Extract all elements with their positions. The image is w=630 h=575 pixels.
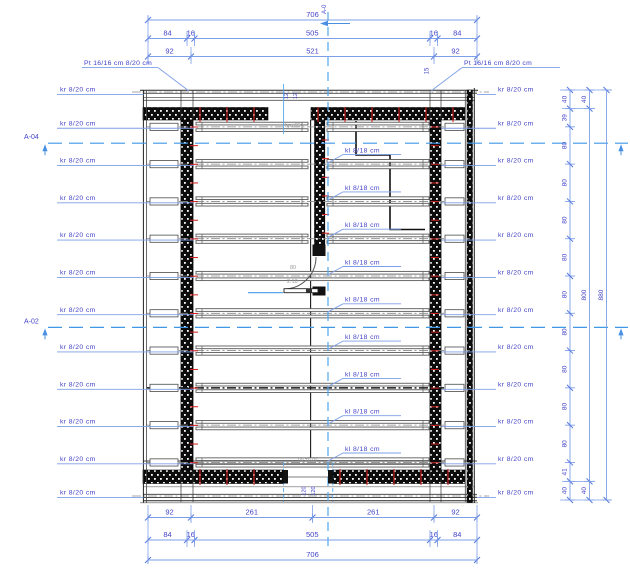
joist-end-right xyxy=(445,310,464,317)
joist-top-chord xyxy=(196,160,308,163)
section-a04-arrowhead xyxy=(42,144,47,151)
chain-dim-text: 41 xyxy=(561,468,569,476)
kr-label-left: kr 8/20 cm xyxy=(60,194,96,202)
joist-top-chord xyxy=(327,234,429,237)
joist-bottom-chord xyxy=(196,427,429,430)
kl-label: kl 8/18 cm xyxy=(345,259,380,267)
kl-label: kl 8/18 cm xyxy=(345,184,380,192)
joist-top-chord xyxy=(196,309,429,312)
joist-top-chord xyxy=(327,160,429,163)
dim-text: 84 xyxy=(453,28,462,38)
interior-wall-hatch xyxy=(315,121,325,245)
kr-label-right: kr 8/20 cm xyxy=(498,269,534,277)
dim-text: 16 xyxy=(429,530,438,540)
joist-top-chord xyxy=(327,197,429,200)
door xyxy=(248,245,326,296)
kr-label-right: kr 8/20 cm xyxy=(498,344,534,352)
chain-dim-text: 80 xyxy=(561,141,569,150)
section-a02-arrowhead xyxy=(618,328,623,335)
kl-label: kl 8/18 cm xyxy=(345,296,380,304)
joist-end-left xyxy=(150,272,178,279)
joist-bottom-chord xyxy=(196,241,308,244)
sill-block xyxy=(328,470,333,484)
kr-label-left: kr 8/20 cm xyxy=(60,489,96,497)
joist-bottom-chord xyxy=(327,203,429,206)
kr-label-left: kr 8/20 cm xyxy=(60,455,96,463)
chain-dim-text: 40 xyxy=(561,95,569,103)
joist-end-left xyxy=(150,123,178,130)
section-a04-arrowhead xyxy=(618,144,623,151)
top-wall-hatch xyxy=(143,108,268,121)
door-leaf xyxy=(284,289,318,293)
section-a02-arrowhead xyxy=(42,328,47,335)
door-leaf-end xyxy=(306,289,312,293)
chain-dim-text: 880 xyxy=(598,289,605,301)
dim-text: 16 xyxy=(186,530,195,540)
chain-dim-text: 80 xyxy=(561,216,569,224)
sill-block xyxy=(283,470,288,484)
dim-text: 92 xyxy=(165,507,174,517)
kr-label-right: kr 8/20 cm xyxy=(498,157,534,165)
pt-leader-left xyxy=(158,68,189,91)
section-a02-text: A-02 xyxy=(24,318,39,326)
dim-text: 261 xyxy=(366,507,380,517)
chain-dim-text: 40 xyxy=(581,95,588,103)
joist-bottom-chord xyxy=(196,315,429,318)
joist-end-left xyxy=(150,347,178,354)
section-a04-text: A-04 xyxy=(24,134,39,142)
joist-end-left xyxy=(150,235,178,242)
joist-bottom-chord xyxy=(327,129,429,132)
pt-label-right: Pt 16/16 cm 8/20 cm xyxy=(464,60,533,67)
joist-bottom-chord xyxy=(196,129,308,132)
joist-end-left xyxy=(150,161,178,168)
joist-top-chord xyxy=(327,122,429,125)
dim-text: 505 xyxy=(305,28,319,38)
kr-label-left: kr 8/20 cm xyxy=(60,418,96,426)
kr-label-right: kr 8/20 cm xyxy=(498,86,534,94)
kr-label-right: kr 8/20 cm xyxy=(498,232,534,240)
kr-label-left: kr 8/20 cm xyxy=(60,232,96,240)
joist-bottom-chord xyxy=(196,464,429,467)
chain-dim-text: 80 xyxy=(561,291,569,299)
joist-bottom-chord xyxy=(196,278,429,281)
dim-text: 84 xyxy=(163,530,172,540)
chain-dim-text: 800 xyxy=(581,289,588,301)
pt-label-left: Pt 16/16 cm 8/20 cm xyxy=(84,60,153,67)
dim-text: 16 xyxy=(186,28,195,38)
chain-dim-text: 80 xyxy=(561,179,569,187)
opening-dim-text: 12 xyxy=(293,92,299,100)
joist-top-chord xyxy=(196,234,308,237)
joist-end-right xyxy=(445,161,464,168)
kr-label-left: kr 8/20 cm xyxy=(60,269,96,277)
joist-end-right xyxy=(445,384,464,391)
chain-dim-text: 40 xyxy=(561,487,569,495)
kr-label-right: kr 8/20 cm xyxy=(498,455,534,463)
joist-top-chord xyxy=(196,421,429,424)
opening-dim-text: 12 xyxy=(284,92,290,100)
chain-dim-text: 39 xyxy=(561,114,569,122)
door-size-text: 80 xyxy=(290,265,297,271)
dim-text: 92 xyxy=(165,46,174,56)
joist-bottom-chord xyxy=(196,166,308,169)
kr-label-left: kr 8/20 cm xyxy=(60,120,96,128)
structure xyxy=(132,88,489,503)
kr-label-right: kr 8/20 cm xyxy=(498,489,534,497)
joist-end-left xyxy=(150,198,178,205)
dim-text: 16 xyxy=(429,28,438,38)
stepped-cut-line xyxy=(356,121,425,230)
joist-end-right xyxy=(445,459,464,466)
joist-end-right xyxy=(445,235,464,242)
kr-label-left: kr 8/20 cm xyxy=(60,86,96,94)
kr-label-right: kr 8/20 cm xyxy=(498,306,534,314)
kr-label-left: kr 8/20 cm xyxy=(60,381,96,389)
chain-dim-text: 80 xyxy=(561,440,569,448)
small-dim-text: 15 xyxy=(424,67,431,75)
kl-label: kl 8/18 cm xyxy=(345,408,380,416)
pt-leader-right xyxy=(431,68,462,91)
joist-bottom-chord xyxy=(327,241,429,244)
kl-label: kl 8/18 cm xyxy=(345,222,380,230)
joist-top-chord xyxy=(196,346,429,349)
chain-dim-text: 80 xyxy=(561,253,569,261)
chain-dim-text: 80 xyxy=(561,402,569,411)
kl-label: kl 8/18 cm xyxy=(345,147,380,155)
chain-dim-text: 80 xyxy=(561,365,569,373)
kr-label-right: kr 8/20 cm xyxy=(498,418,534,426)
chain-dim-text: 40 xyxy=(581,487,588,495)
dim-text: 261 xyxy=(245,507,259,517)
door-frame-block xyxy=(313,245,326,257)
kr-label-left: kr 8/20 cm xyxy=(60,157,96,165)
level-note: hp ±0.00 xyxy=(298,457,318,463)
kr-label-right: kr 8/20 cm xyxy=(498,194,534,202)
joist-bottom-chord xyxy=(196,203,308,206)
opening-dim-text: 120 xyxy=(311,486,317,496)
joist-top-chord xyxy=(196,197,308,200)
dim-text: 505 xyxy=(305,530,319,540)
dim-text: 706 xyxy=(306,10,319,20)
dim-text: 84 xyxy=(163,28,172,38)
joist-end-right xyxy=(445,123,464,130)
kl-label: kl 8/18 cm xyxy=(345,445,380,453)
joist-end-right xyxy=(445,198,464,205)
bottom-wall-hatch xyxy=(333,470,465,484)
chain-dim-text: 80 xyxy=(561,328,569,336)
joist-end-left xyxy=(150,310,178,317)
dim-text: 706 xyxy=(306,550,319,560)
dim-text: 521 xyxy=(306,46,319,56)
right-wall-outer xyxy=(467,90,473,503)
bottom-wall-hatch xyxy=(143,470,283,484)
kl-label: kl 8/18 cm xyxy=(345,371,380,379)
joist-top-chord xyxy=(196,383,429,386)
section-top-arrowhead xyxy=(320,21,328,26)
joist-end-left xyxy=(150,459,178,466)
kr-label-right: kr 8/20 cm xyxy=(498,120,534,128)
door-size-text: 2.10 xyxy=(287,279,298,285)
section-top-text: A-0 xyxy=(322,4,328,14)
joist-bottom-chord xyxy=(196,352,429,355)
kr-label-right: kr 8/20 cm xyxy=(498,381,534,389)
kr-label-left: kr 8/20 cm xyxy=(60,306,96,314)
joist-end-right xyxy=(445,272,464,279)
joist-bottom-chord xyxy=(196,390,429,393)
dim-text: 84 xyxy=(453,530,462,540)
top-wall-hatch xyxy=(311,108,465,121)
dim-text: 92 xyxy=(451,46,460,56)
level-note: hp+65 xyxy=(285,123,301,129)
joist-end-left xyxy=(150,384,178,391)
joist-end-right xyxy=(445,422,464,429)
joist-end-left xyxy=(150,422,178,429)
kr-label-left: kr 8/20 cm xyxy=(60,344,96,352)
kl-label: kl 8/18 cm xyxy=(345,334,380,341)
opening-dim-text: 120 xyxy=(301,486,308,496)
dim-text: 92 xyxy=(451,507,460,517)
joist-bottom-chord xyxy=(327,166,429,169)
joist-end-right xyxy=(445,347,464,354)
